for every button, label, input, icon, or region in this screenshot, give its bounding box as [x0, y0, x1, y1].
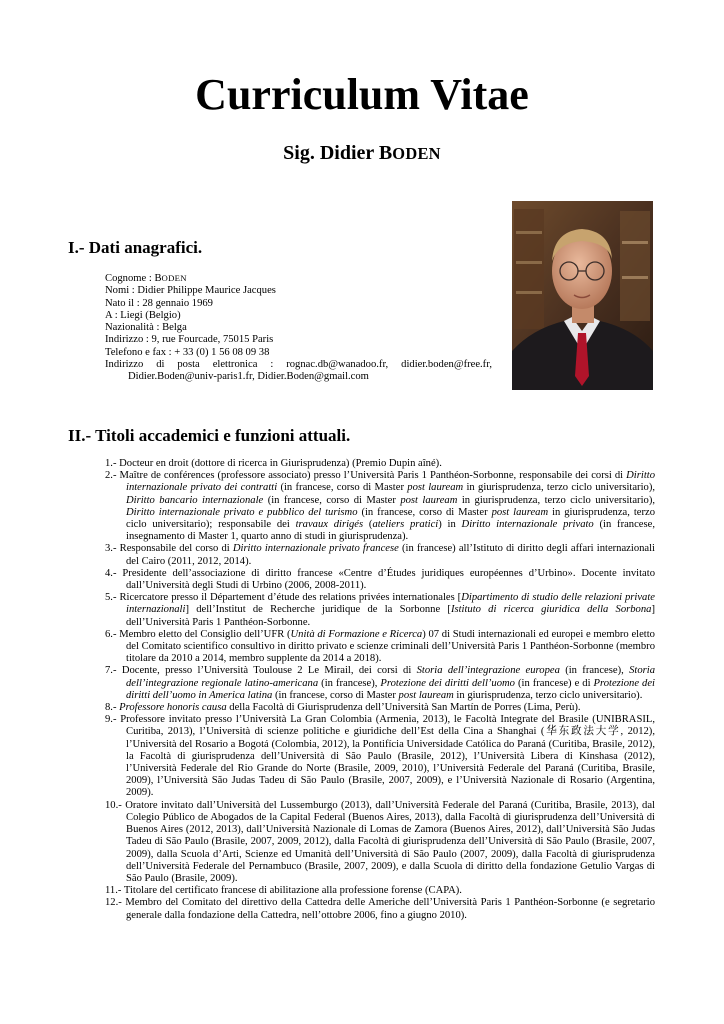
item-text: Ricercatore presso il Département d’étude des relations privées internationales [	[119, 592, 462, 604]
item-text: (in francese) all’Istituto di diritto degli affari internazionali del Cairo (2011, 2012, 2014).	[126, 543, 656, 567]
title-item	[105, 568, 655, 592]
item-text: (in francese, corso di Master	[263, 494, 401, 506]
item-text: (in francese),	[559, 665, 630, 677]
surname-value-initial: B	[154, 273, 162, 284]
surname-line	[105, 272, 492, 285]
item-italic-text: post lauream	[491, 506, 549, 518]
item-text: Docente, presso l’Università Toulouse 2 Le Mirail, dei corsi di	[121, 665, 417, 677]
item-text: (in francese, corso di Master	[277, 482, 408, 494]
birth-place-line: A : Liegi (Belgio)	[105, 309, 181, 321]
item-text: in giurisprudenza, terzo ciclo universitario); responsabile dei	[126, 506, 655, 531]
item-number: 11.-	[105, 885, 122, 897]
item-number: 6.-	[105, 628, 117, 640]
item-italic-text: Storia dell’integrazione regionale latino-americana	[126, 665, 655, 689]
item-italic-text: Storia dell’integrazione europea	[416, 665, 560, 677]
surname-rest: ODEN	[392, 144, 441, 163]
item-text: ) in	[438, 519, 462, 531]
item-italic-text: Diritto internazionale privato francese	[232, 543, 399, 555]
title-item	[105, 470, 655, 543]
item-italic-text: Professore honoris causa	[119, 702, 227, 714]
item-italic-text: Dipartimento di studio delle relazioni private internazionali	[126, 592, 656, 616]
address-line: Indirizzo : 9, rue Fourcade, 75015 Paris	[105, 334, 274, 346]
item-italic-text: Protezione dei diritti dell’uomo	[380, 677, 515, 689]
item-text: ] dell’Università Paris 1 Panthéon-Sorbonne.	[126, 604, 655, 628]
email-word: :	[270, 359, 274, 371]
item-number: 4.-	[105, 567, 117, 579]
item-italic-text: Istituto di ricerca giuridica della Sorbona	[450, 604, 652, 616]
item-number: 1.-	[105, 458, 117, 469]
email-word: posta	[177, 359, 200, 371]
item-text: Titolare del certificato francese di abilitazione alla professione forense (CAPA).	[123, 885, 462, 897]
item-italic-text: Unità di Formazione e Ricerca	[290, 628, 423, 640]
item-text: Membro del Comitato del direttivo della Cattedra delle Americhe dell’Università Paris 1 Panthéon-Sorbonne (e segretario generale dalla fondazione della Cattedra, nell’ottobre 2006, fino a giugno 2010).	[125, 897, 656, 921]
item-text: (in francese),	[318, 677, 381, 689]
title-item	[105, 702, 655, 714]
item-text: Professore invitato presso l’Università La Gran Colombia (Armenia, 2013), le Facoltà Integrate del Brasile (UNIBRASIL, Curitiba, 2013), l’Università di scienze politiche e giuridiche dell’Est della Cina a Shanghai (华东政法大学, 2012), l’Università del Rosario a Bogotá (Colombia, 2012), la Pontifícia Universidade Católica do Paraná (Curitiba, Brasile, 2012), la Facoltà di giurisprudenza dell’Università di São Paulo (Brasile, 2012), l’Università Libera di Kinshasa (2012), l’Università Federale del Rio Grande do Norte (Brasile, 2009, 2010), l’Università Federale del Paraná (Curitiba, Brasile, 2009), l’Università São Judas Tadeu di São Paulo (Brasile, 2007, 2009), e l’Università Nazionale di Rosario (Argentina, 2009).	[120, 714, 655, 799]
item-text: Presidente dell’associazione di diritto francese «Centre d’Études juridiques européennes d’Urbino». Docente invitato dall’Università degli Studi di Urbino (2006, 2008-2011).	[122, 567, 655, 592]
title-item	[105, 592, 655, 629]
given-names-line: Nomi : Didier Philippe Maurice Jacques	[105, 285, 276, 297]
item-number: 2.-	[105, 470, 117, 482]
item-italic-text: Diritto bancario internazionale	[126, 494, 264, 506]
title-item	[105, 800, 655, 885]
item-text: Membro eletto del Consiglio dell’UFR (	[119, 628, 291, 640]
email-address: rognac.db@wanadoo.fr,	[286, 359, 389, 371]
item-text: in giurisprudenza, terzo ciclo universitario),	[463, 482, 656, 494]
titles-list	[105, 458, 655, 922]
item-italic-text: travaux dirigés	[295, 519, 364, 531]
item-text: (in francese, corso di Master	[272, 689, 399, 701]
surname-label: Cognome :	[105, 273, 155, 284]
item-number: 5.-	[105, 592, 117, 604]
title-item	[105, 629, 655, 666]
item-number: 7.-	[105, 665, 117, 677]
email-word: Indirizzo	[105, 359, 144, 371]
surname-initial: B	[378, 142, 393, 164]
item-text: in giurisprudenza, terzo ciclo universitario).	[453, 689, 643, 701]
email-word: elettronica	[212, 359, 258, 371]
section-heading-personal-data: I.- Dati anagrafici.	[68, 238, 203, 257]
item-italic-text: Diritto internazionale privato e pubblico del turismo	[126, 506, 358, 518]
item-italic-text: post lauream	[407, 482, 464, 494]
item-number: 9.-	[105, 714, 117, 726]
email-address: didier.boden@free.fr,	[401, 359, 492, 371]
item-number: 12.-	[105, 897, 122, 909]
portrait-photo	[512, 201, 653, 390]
section-heading-titles: II.- Titoli accademici e funzioni attuali.	[68, 426, 351, 445]
nationality-line: Nazionalità : Belga	[105, 322, 187, 334]
phone-line: Telefono e fax : + 33 (0) 1 56 08 09 38	[105, 346, 270, 358]
item-italic-text: Protezione dei diritti dell’uomo in America latina	[126, 677, 655, 701]
item-number: 10.-	[105, 799, 122, 811]
title-item	[105, 665, 655, 702]
title-item	[105, 897, 655, 921]
person-name	[0, 140, 724, 167]
item-italic-text: post lauream	[398, 689, 454, 701]
name-prefix: Sig. Didier	[283, 142, 379, 164]
title-item	[105, 714, 655, 799]
item-text: (	[363, 519, 373, 531]
item-italic-text: ateliers pratici	[372, 519, 439, 531]
item-text: (in francese, corso di Master	[357, 506, 492, 518]
email-line	[105, 359, 492, 371]
item-text: della Facoltà di Giurisprudenza dell’Università San Martín de Porres (Lima, Perù).	[226, 702, 581, 714]
title-item	[105, 543, 655, 567]
item-italic-text: Diritto internazionale privato	[461, 519, 594, 531]
item-text: Responsabile del corso di	[119, 543, 233, 555]
item-text: ) 07 di Studi internazionali ed europei e membro eletto del Comitato scientifico consultivo in diritto privato e scienze criminali dell’Università Paris 1 Panthéon-Sorbonne (membro titolare da 2010 a 2014, membro supplente da 2014 a 2018).	[126, 628, 655, 665]
document-title: Curriculum Vitae	[195, 70, 529, 119]
item-text: Maître de conférences (professore associato) presso l’Università Paris 1 Panthéon-Sorbonne, responsabile dei corsi di	[119, 470, 627, 482]
title-item	[105, 458, 655, 470]
birth-date-line: Nato il : 28 gennaio 1969	[105, 297, 213, 309]
item-number: 8.-	[105, 702, 117, 714]
item-italic-text: Diritto internazionale privato dei contratti	[126, 470, 655, 494]
personal-data-block	[105, 272, 492, 384]
surname-value-rest: ODEN	[161, 273, 187, 283]
item-text: ] dell’Institut de Recherche juridique de la Sorbonne [	[185, 604, 451, 616]
item-text: (in francese) e di	[514, 677, 594, 689]
email-word: di	[156, 359, 165, 371]
item-number: 3.-	[105, 543, 117, 555]
item-text: Docteur en droit (dottore di ricerca in Giurisprudenza) (Premio Dupin aîné).	[119, 458, 442, 469]
item-text: in giurisprudenza, terzo ciclo universitario),	[457, 494, 655, 506]
email-line-2: Didier.Boden@univ-paris1.fr, Didier.Boden@gmail.com	[128, 371, 369, 383]
title-item	[105, 885, 655, 897]
item-text: (in francese, insegnamento di Master 1, quarto anno di studi in giurisprudenza).	[126, 519, 655, 543]
item-italic-text: post lauream	[400, 494, 458, 506]
item-text: Oratore invitato dall’Università del Lussemburgo (2013), dall’Università Federale del Paraná (Curitiba, Brasile, 2013), dal Colegio Público de Abogados de la Capital Federal (Buenos Aires, 2013), dalla Facoltà di giurisprudenza dell’Università di Buenos Aires (2012, 2013), dall’Università Nazionale di Lomas de Zamora (Buenos Aires, 2012), dall’Università São Judas Tadeu di São Paulo (Brasile, 2007, 2009, 2012), dalla Facoltà di giurisprudenza dell’Università di São Paulo (Brasile, 2007, 2009), dalla Scuola d’Arti, Scienze ed Umanità dell’Università di São Paulo (2007, 2009), dalla Facoltà di giurisprudenza dell’Università Federale del Pernambuco (Brasile, 2007, 2009), e dalla Scuola di diritto della fondazione Getulio Vargas di São Paulo (Brasile, 2009).	[125, 799, 655, 884]
